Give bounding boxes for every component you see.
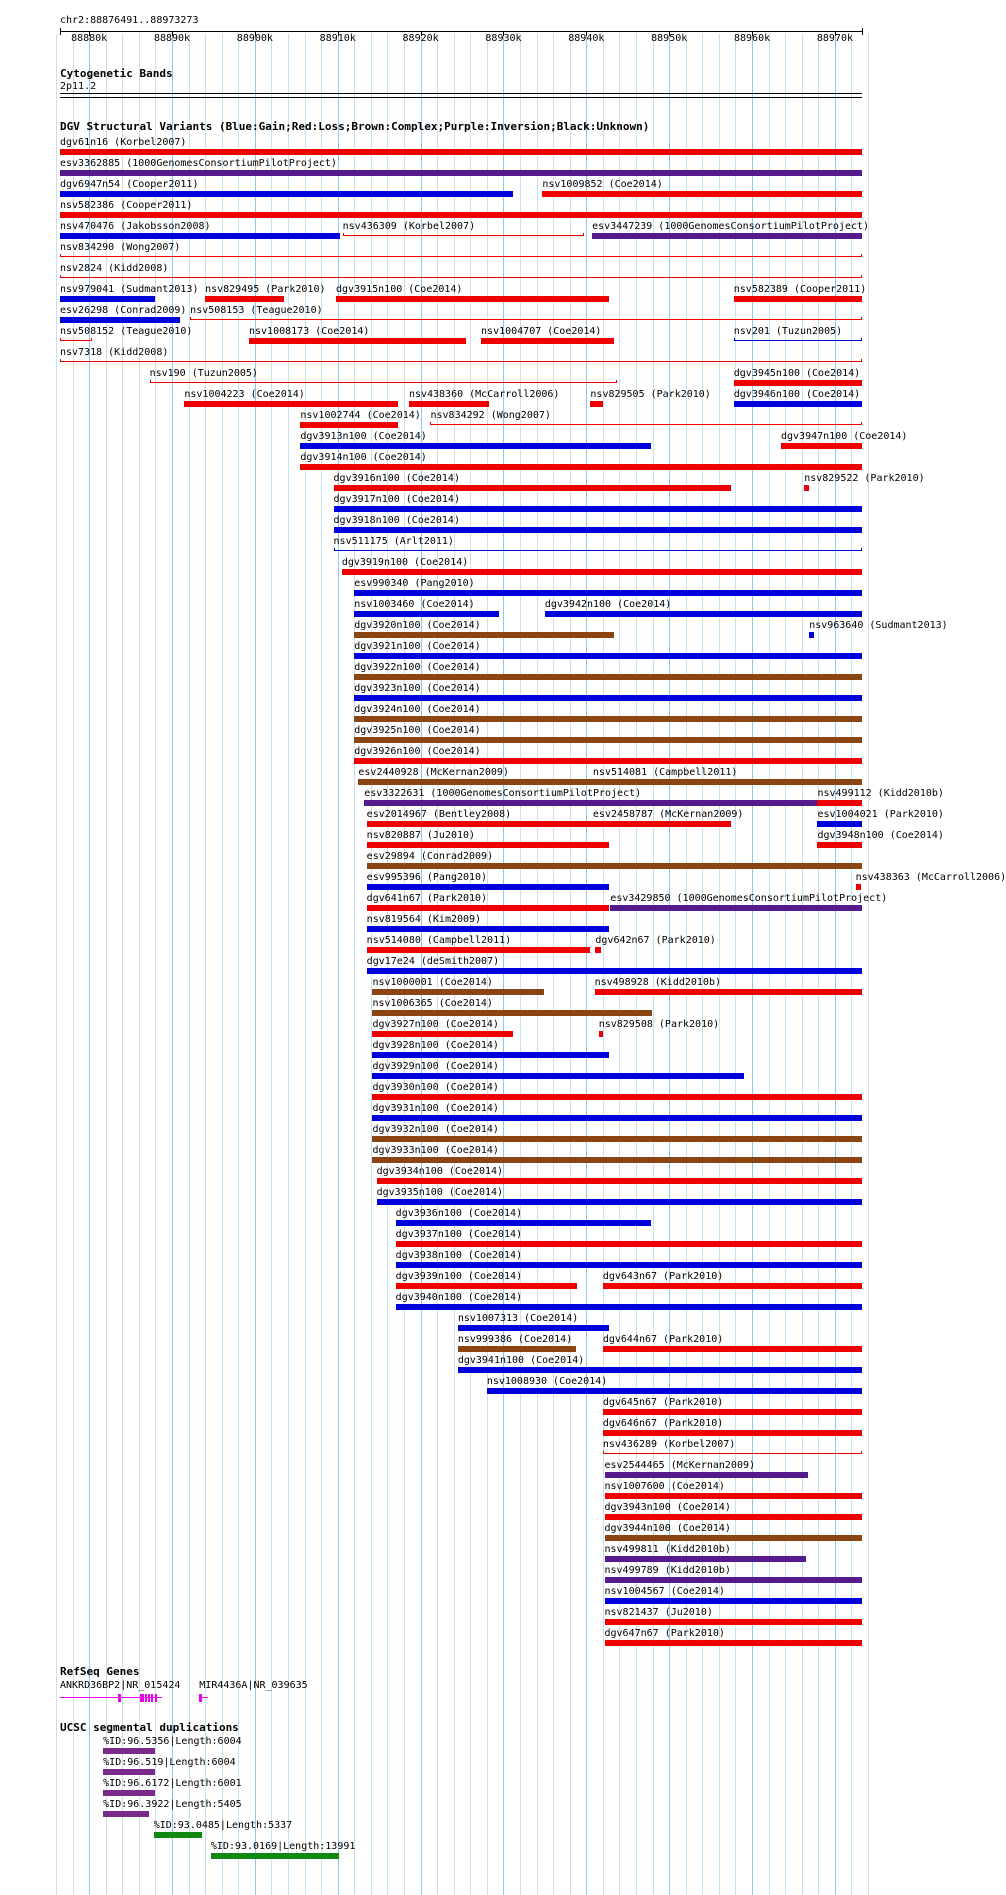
dgv-feature-end <box>91 338 92 341</box>
dgv-feature-bar <box>409 401 489 407</box>
dgv-feature-bar <box>354 695 862 701</box>
dgv-feature-bar <box>372 1052 609 1058</box>
dgv-feature-label: esv3429850 (1000GenomesConsortiumPilotProject) <box>610 893 888 904</box>
dgv-feature-label: nsv1009852 (Coe2014) <box>542 179 663 190</box>
refseq-exon <box>145 1694 147 1702</box>
dgv-feature-label: dgv3919n100 (Coe2014) <box>341 557 469 568</box>
dgv-feature-bar <box>856 884 861 890</box>
dgv-feature-bar <box>595 947 601 953</box>
cytoband-label: 2p11.2 <box>60 81 97 92</box>
dgv-feature-bar <box>458 1367 862 1373</box>
dgv-feature-label: dgv645n67 (Park2010) <box>602 1397 724 1408</box>
dgv-feature-bar <box>354 758 862 764</box>
dgv-feature-label: dgv3945n100 (Coe2014) <box>733 368 861 379</box>
dgv-feature-label: dgv3915n100 (Coe2014) <box>336 284 463 295</box>
dgv-feature-label: dgv3928n100 (Coe2014) <box>372 1040 499 1051</box>
dgv-feature-label: esv29894 (Conrad2009) <box>366 851 494 862</box>
dgv-feature-bar <box>205 296 284 302</box>
segdup-label: %ID:96.6172|Length:6001 <box>103 1778 242 1789</box>
dgv-feature-bar <box>367 884 610 890</box>
ruler-tick-label: 88970k <box>816 33 853 44</box>
segdup-label: %ID:93.0485|Length:5337 <box>153 1820 293 1831</box>
dgv-feature-bar <box>817 821 862 827</box>
dgv-feature-label: dgv3946n100 (Coe2014) <box>733 389 861 400</box>
dgv-feature-bar <box>605 1493 862 1499</box>
dgv-feature-label: dgv641n67 (Park2010) <box>366 893 488 904</box>
dgv-feature-bar <box>372 1031 512 1037</box>
dgv-feature-bar <box>60 212 862 218</box>
dgv-feature-label: nsv511175 (Arlt2011) <box>333 536 454 547</box>
dgv-feature-label: dgv17e24 (deSmith2007) <box>366 956 500 967</box>
dgv-feature-label: nsv582389 (Cooper2011) <box>733 284 867 295</box>
dgv-feature-label: dgv3922n100 (Coe2014) <box>354 662 481 673</box>
refseq-gene-label: ANKRD36BP2|NR_015424 <box>60 1680 181 1691</box>
dgv-feature-label: dgv3941n100 (Coe2014) <box>457 1355 585 1366</box>
dgv-feature-label: nsv1007600 (Coe2014) <box>604 1481 725 1492</box>
dgv-feature-label: nsv1003460 (Coe2014) <box>354 599 475 610</box>
dgv-feature-bar <box>354 653 862 659</box>
dgv-feature-bar <box>458 1325 610 1331</box>
dgv-feature-bar <box>487 1388 862 1394</box>
dgv-feature-bar <box>605 1640 862 1646</box>
dgv-feature-bar <box>249 338 466 344</box>
dgv-feature-bar <box>458 1346 576 1352</box>
dgv-feature-bar <box>610 905 862 911</box>
dgv-feature-label: nsv7318 (Kidd2008) <box>60 347 169 358</box>
dgv-feature-label: nsv201 (Tuzun2005) <box>733 326 843 337</box>
dgv-feature-label: nsv834292 (Wong2007) <box>430 410 551 421</box>
dgv-feature-label: nsv999386 (Coe2014) <box>457 1334 573 1345</box>
dgv-feature-label: dgv61n16 (Korbel2007) <box>60 137 187 148</box>
dgv-feature-bar <box>605 1514 862 1520</box>
dgv-feature-bar <box>354 716 862 722</box>
dgv-feature-label: dgv3937n100 (Coe2014) <box>395 1229 523 1240</box>
dgv-feature-bar <box>372 1010 651 1016</box>
dgv-feature-bar <box>396 1304 862 1310</box>
dgv-feature-end <box>861 359 862 362</box>
dgv-feature-label: nsv979041 (Sudmant2013) <box>60 284 199 295</box>
dgv-feature-label: esv3447239 (1000GenomesConsortiumPilotProject) <box>592 221 870 232</box>
dgv-feature-bar <box>367 947 591 953</box>
refseq-exon <box>142 1694 144 1702</box>
dgv-feature-label: dgv3939n100 (Coe2014) <box>395 1271 523 1282</box>
ruler-tick-label: 88910k <box>319 33 356 44</box>
segdup-bar <box>103 1811 149 1817</box>
dgv-feature-bar <box>364 800 862 806</box>
dgv-feature-bar <box>60 170 862 176</box>
dgv-feature-label: nsv499789 (Kidd2010b) <box>604 1565 731 1576</box>
dgv-feature-label: dgv647n67 (Park2010) <box>604 1628 725 1639</box>
dgv-feature-bar <box>603 1346 862 1352</box>
segdup-bar <box>103 1769 155 1775</box>
dgv-feature-bar <box>60 191 513 197</box>
dgv-feature-end <box>734 338 735 341</box>
dgv-feature-bar <box>334 485 732 491</box>
dgv-feature-bar <box>372 989 544 995</box>
dgv-feature-bar <box>372 1094 862 1100</box>
dgv-feature-bar <box>592 233 862 239</box>
dgv-feature-bar <box>354 611 499 617</box>
ruler-axis-line <box>60 31 862 32</box>
dgv-feature-label: dgv646n67 (Park2010) <box>602 1418 724 1429</box>
dgv-feature-bar <box>734 380 862 386</box>
dgv-feature-label: dgv3934n100 (Coe2014) <box>376 1166 504 1177</box>
dgv-feature-end <box>861 422 862 425</box>
segdup-bar <box>154 1832 202 1838</box>
dgv-feature-bar <box>367 863 862 869</box>
dgv-feature-label: nsv963640 (Sudmant2013) <box>809 620 948 631</box>
dgv-feature-label: dgv3943n100 (Coe2014) <box>604 1502 731 1513</box>
dgv-feature-bar <box>367 842 610 848</box>
dgv-track-title: DGV Structural Variants (Blue:Gain;Red:Loss;Brown:Complex;Purple:Inversion;Black:Unknown) <box>60 120 650 133</box>
dgv-feature-bar <box>372 1157 862 1163</box>
dgv-feature-end <box>60 338 61 341</box>
dgv-feature-bar <box>603 1409 862 1415</box>
dgv-feature-label: dgv3929n100 (Coe2014) <box>372 1061 499 1072</box>
ruler-end-right <box>862 28 863 35</box>
dgv-feature-label: dgv3927n100 (Coe2014) <box>372 1019 499 1030</box>
dgv-feature-thin-bar <box>150 382 617 383</box>
dgv-feature-label: nsv819564 (Kim2009) <box>366 914 482 925</box>
dgv-feature-thin-bar <box>60 256 862 257</box>
dgv-feature-bar <box>336 296 609 302</box>
dgv-feature-label: dgv3914n100 (Coe2014) <box>300 452 427 463</box>
dgv-feature-end <box>343 233 344 236</box>
dgv-feature-thin-bar <box>734 340 862 341</box>
dgv-feature-label: dgv3920n100 (Coe2014) <box>354 620 481 631</box>
dgv-feature-end <box>190 317 191 320</box>
dgv-feature-label: dgv3913n100 (Coe2014) <box>300 431 427 442</box>
cytoband-track-title: Cytogenetic Bands <box>60 67 173 80</box>
dgv-feature-label: nsv438363 (McCarroll2006) <box>855 872 1006 883</box>
dgv-feature-bar <box>367 926 610 932</box>
dgv-feature-label: dgv643n67 (Park2010) <box>602 1271 724 1282</box>
dgv-feature-end <box>861 275 862 278</box>
dgv-feature-bar <box>605 1598 862 1604</box>
dgv-feature-label: dgv3921n100 (Coe2014) <box>354 641 481 652</box>
dgv-feature-bar <box>372 1115 862 1121</box>
segdup-label: %ID:96.519|Length:6004 <box>103 1757 236 1768</box>
dgv-feature-bar <box>372 1136 862 1142</box>
dgv-feature-end <box>616 380 617 383</box>
dgv-feature-end <box>150 380 151 383</box>
ruler-tick-label: 88900k <box>236 33 273 44</box>
dgv-feature-label: nsv508152 (Teague2010) <box>60 326 193 337</box>
dgv-feature-end <box>861 548 862 551</box>
dgv-feature-thin-bar <box>334 550 862 551</box>
segdup-bar <box>103 1748 155 1754</box>
dgv-feature-label: nsv829508 (Park2010) <box>598 1019 720 1030</box>
dgv-feature-bar <box>60 317 180 323</box>
dgv-feature-end <box>861 317 862 320</box>
ruler-tick-label: 88880k <box>71 33 108 44</box>
dgv-feature-label: dgv3930n100 (Coe2014) <box>372 1082 499 1093</box>
dgv-feature-bar <box>396 1262 862 1268</box>
dgv-feature-bar <box>605 1619 862 1625</box>
dgv-feature-label: nsv829522 (Park2010) <box>804 473 925 484</box>
dgv-feature-thin-bar <box>190 319 862 320</box>
dgv-feature-label: nsv1002744 (Coe2014) <box>300 410 421 421</box>
ruler-coordinates: chr2:88876491..88973273 <box>60 15 199 26</box>
dgv-feature-label: dgv3942n100 (Coe2014) <box>544 599 672 610</box>
ruler-tick-label: 88930k <box>485 33 522 44</box>
dgv-feature-bar <box>603 1430 862 1436</box>
dgv-feature-label: nsv582386 (Cooper2011) <box>60 200 193 211</box>
dgv-feature-bar <box>396 1241 862 1247</box>
dgv-feature-bar <box>300 443 651 449</box>
dgv-feature-label: nsv1000001 (Coe2014) <box>372 977 493 988</box>
refseq-exon <box>155 1694 157 1702</box>
dgv-feature-label: dgv3931n100 (Coe2014) <box>372 1103 499 1114</box>
dgv-feature-label: esv3362885 (1000GenomesConsortiumPilotProject) <box>60 158 337 169</box>
dgv-feature-label: nsv1006365 (Coe2014) <box>372 998 493 1009</box>
dgv-feature-label: dgv3925n100 (Coe2014) <box>354 725 481 736</box>
cytoband-separator-bottom <box>60 97 862 98</box>
ruler-end-left <box>60 28 61 35</box>
dgv-feature-end <box>861 338 862 341</box>
refseq-exon <box>119 1694 121 1702</box>
dgv-feature-bar <box>334 506 862 512</box>
dgv-feature-thin-bar <box>430 424 862 425</box>
dgv-feature-label: dgv642n67 (Park2010) <box>595 935 716 946</box>
dgv-feature-label: dgv3917n100 (Coe2014) <box>333 494 460 505</box>
dgv-feature-label: nsv820887 (Ju2010) <box>366 830 476 841</box>
refseq-gene-line <box>60 1697 162 1698</box>
dgv-feature-label: dgv644n67 (Park2010) <box>602 1334 724 1345</box>
ruler-tick-label: 88940k <box>568 33 605 44</box>
dgv-feature-label: dgv3936n100 (Coe2014) <box>395 1208 523 1219</box>
dgv-feature-bar <box>605 1556 806 1562</box>
dgv-feature-thin-bar <box>603 1453 862 1454</box>
dgv-feature-label: dgv6947n54 (Cooper2011) <box>60 179 199 190</box>
dgv-feature-label: nsv829505 (Park2010) <box>590 389 711 400</box>
segdup-bar <box>103 1790 155 1796</box>
refseq-exon <box>151 1694 153 1702</box>
dgv-feature-bar <box>60 296 155 302</box>
dgv-feature-bar <box>300 422 398 428</box>
refseq-gene-label: MIR4436A|NR_039635 <box>199 1680 308 1691</box>
segdup-label: %ID:96.5356|Length:6004 <box>103 1736 242 1747</box>
dgv-feature-label: nsv1004223 (Coe2014) <box>184 389 305 400</box>
dgv-feature-label: nsv821437 (Ju2010) <box>604 1607 713 1618</box>
dgv-feature-label: nsv1004707 (Coe2014) <box>481 326 602 337</box>
dgv-feature-bar <box>396 1220 651 1226</box>
refseq-exon <box>200 1694 202 1702</box>
dgv-feature-bar <box>781 443 862 449</box>
dgv-feature-bar <box>734 401 862 407</box>
refseq-track-title: RefSeq Genes <box>60 1665 140 1678</box>
dgv-feature-label: nsv438360 (McCarroll2006) <box>408 389 560 400</box>
dgv-feature-end <box>861 1451 862 1454</box>
dgv-feature-end <box>60 275 61 278</box>
dgv-feature-bar <box>593 821 731 827</box>
dgv-feature-label: nsv2824 (Kidd2008) <box>60 263 169 274</box>
dgv-feature-bar <box>804 485 809 491</box>
dgv-feature-bar <box>60 233 340 239</box>
dgv-feature-label: esv3322631 (1000GenomesConsortiumPilotProject) <box>364 788 642 799</box>
dgv-feature-bar <box>590 401 602 407</box>
segdup-track-title: UCSC segmental duplications <box>60 1721 239 1734</box>
dgv-feature-label: nsv499112 (Kidd2010b) <box>817 788 944 799</box>
dgv-feature-label: nsv829495 (Park2010) <box>205 284 326 295</box>
dgv-feature-label: nsv1004567 (Coe2014) <box>604 1586 725 1597</box>
dgv-feature-bar <box>605 1472 809 1478</box>
dgv-feature-bar <box>372 1073 743 1079</box>
dgv-feature-bar <box>542 191 862 197</box>
dgv-feature-bar <box>377 1178 862 1184</box>
dgv-feature-bar <box>545 611 862 617</box>
dgv-feature-label: nsv1008173 (Coe2014) <box>249 326 370 337</box>
dgv-feature-bar <box>817 842 862 848</box>
dgv-feature-bar <box>354 737 862 743</box>
dgv-feature-label: dgv3923n100 (Coe2014) <box>354 683 481 694</box>
segdup-label: %ID:93.0169|Length:13991 <box>210 1841 356 1852</box>
dgv-feature-end <box>861 254 862 257</box>
dgv-feature-bar <box>481 338 614 344</box>
dgv-feature-bar <box>809 632 814 638</box>
dgv-feature-bar <box>377 1199 862 1205</box>
dgv-feature-label: esv2544465 (McKernan2009) <box>604 1460 756 1471</box>
dgv-feature-label: nsv498928 (Kidd2010b) <box>594 977 721 988</box>
dgv-feature-end <box>60 359 61 362</box>
dgv-feature-end <box>603 1451 604 1454</box>
dgv-feature-bar <box>334 527 862 533</box>
dgv-feature-label: esv995396 (Pang2010) <box>366 872 488 883</box>
dgv-feature-label: dgv3918n100 (Coe2014) <box>333 515 460 526</box>
dgv-feature-bar <box>593 779 862 785</box>
dgv-feature-bar <box>396 1283 577 1289</box>
dgv-feature-label: dgv3947n100 (Coe2014) <box>781 431 908 442</box>
dgv-feature-label: nsv470476 (Jakobsson2008) <box>60 221 211 232</box>
dgv-feature-bar <box>603 1283 862 1289</box>
dgv-feature-bar <box>817 800 862 806</box>
dgv-feature-bar <box>300 464 862 470</box>
dgv-feature-label: esv2458787 (McKernan2009) <box>592 809 744 820</box>
dgv-feature-bar <box>367 821 595 827</box>
dgv-feature-bar <box>605 1577 862 1583</box>
dgv-feature-bar <box>354 674 862 680</box>
dgv-feature-label: esv1004021 (Park2010) <box>817 809 944 820</box>
ruler-tick-label: 88920k <box>402 33 439 44</box>
dgv-feature-label: dgv3933n100 (Coe2014) <box>372 1145 499 1156</box>
ruler-tick-label: 88890k <box>153 33 191 44</box>
dgv-feature-bar <box>367 905 610 911</box>
dgv-feature-end <box>430 422 431 425</box>
dgv-feature-thin-bar <box>60 340 92 341</box>
dgv-feature-label: dgv3940n100 (Coe2014) <box>395 1292 523 1303</box>
dgv-feature-label: nsv514081 (Campbell2011) <box>592 767 738 778</box>
dgv-feature-label: dgv3924n100 (Coe2014) <box>354 704 481 715</box>
dgv-feature-bar <box>734 296 862 302</box>
dgv-feature-label: nsv1007313 (Coe2014) <box>457 1313 579 1324</box>
dgv-feature-label: nsv1008930 (Coe2014) <box>486 1376 608 1387</box>
dgv-feature-bar <box>367 968 862 974</box>
dgv-feature-bar <box>184 401 398 407</box>
dgv-feature-bar <box>599 1031 603 1037</box>
dgv-feature-end <box>334 548 335 551</box>
dgv-feature-thin-bar <box>60 277 862 278</box>
segdup-label: %ID:96.3922|Length:5405 <box>103 1799 242 1810</box>
dgv-feature-label: nsv508153 (Teague2010) <box>190 305 323 316</box>
dgv-feature-bar <box>605 1535 862 1541</box>
dgv-feature-bar <box>354 590 862 596</box>
dgv-feature-end <box>583 233 584 236</box>
dgv-feature-label: dgv3932n100 (Coe2014) <box>372 1124 499 1135</box>
ruler-tick-label: 88950k <box>651 33 688 44</box>
dgv-feature-thin-bar <box>60 361 862 362</box>
dgv-feature-bar <box>354 632 613 638</box>
dgv-feature-bar <box>595 989 862 995</box>
dgv-feature-label: esv26298 (Conrad2009) <box>60 305 187 316</box>
dgv-feature-label: nsv834290 (Wong2007) <box>60 242 181 253</box>
dgv-feature-label: dgv3948n100 (Coe2014) <box>817 830 944 841</box>
dgv-feature-label: nsv190 (Tuzun2005) <box>149 368 258 379</box>
dgv-feature-label: nsv514080 (Campbell2011) <box>366 935 512 946</box>
dgv-feature-label: nsv436309 (Korbel2007) <box>342 221 476 232</box>
dgv-feature-thin-bar <box>343 235 584 236</box>
dgv-feature-label: nsv499811 (Kidd2010b) <box>604 1544 731 1555</box>
ruler-tick-label: 88960k <box>734 33 771 44</box>
dgv-feature-label: esv2440928 (McKernan2009) <box>358 767 509 778</box>
dgv-feature-label: dgv3926n100 (Coe2014) <box>354 746 481 757</box>
dgv-feature-label: esv2014967 (Bentley2008) <box>366 809 512 820</box>
cytoband-separator-top <box>60 93 862 94</box>
dgv-feature-end <box>60 254 61 257</box>
segdup-bar <box>211 1853 339 1859</box>
dgv-feature-label: dgv3916n100 (Coe2014) <box>333 473 460 484</box>
dgv-feature-label: dgv3938n100 (Coe2014) <box>395 1250 523 1261</box>
dgv-feature-bar <box>342 569 862 575</box>
dgv-feature-label: dgv3935n100 (Coe2014) <box>376 1187 504 1198</box>
dgv-feature-bar <box>60 149 862 155</box>
dgv-feature-label: dgv3944n100 (Coe2014) <box>604 1523 731 1534</box>
dgv-feature-label: nsv436289 (Korbel2007) <box>602 1439 736 1450</box>
dgv-feature-label: esv990340 (Pang2010) <box>354 578 475 589</box>
refseq-exon <box>148 1694 150 1702</box>
